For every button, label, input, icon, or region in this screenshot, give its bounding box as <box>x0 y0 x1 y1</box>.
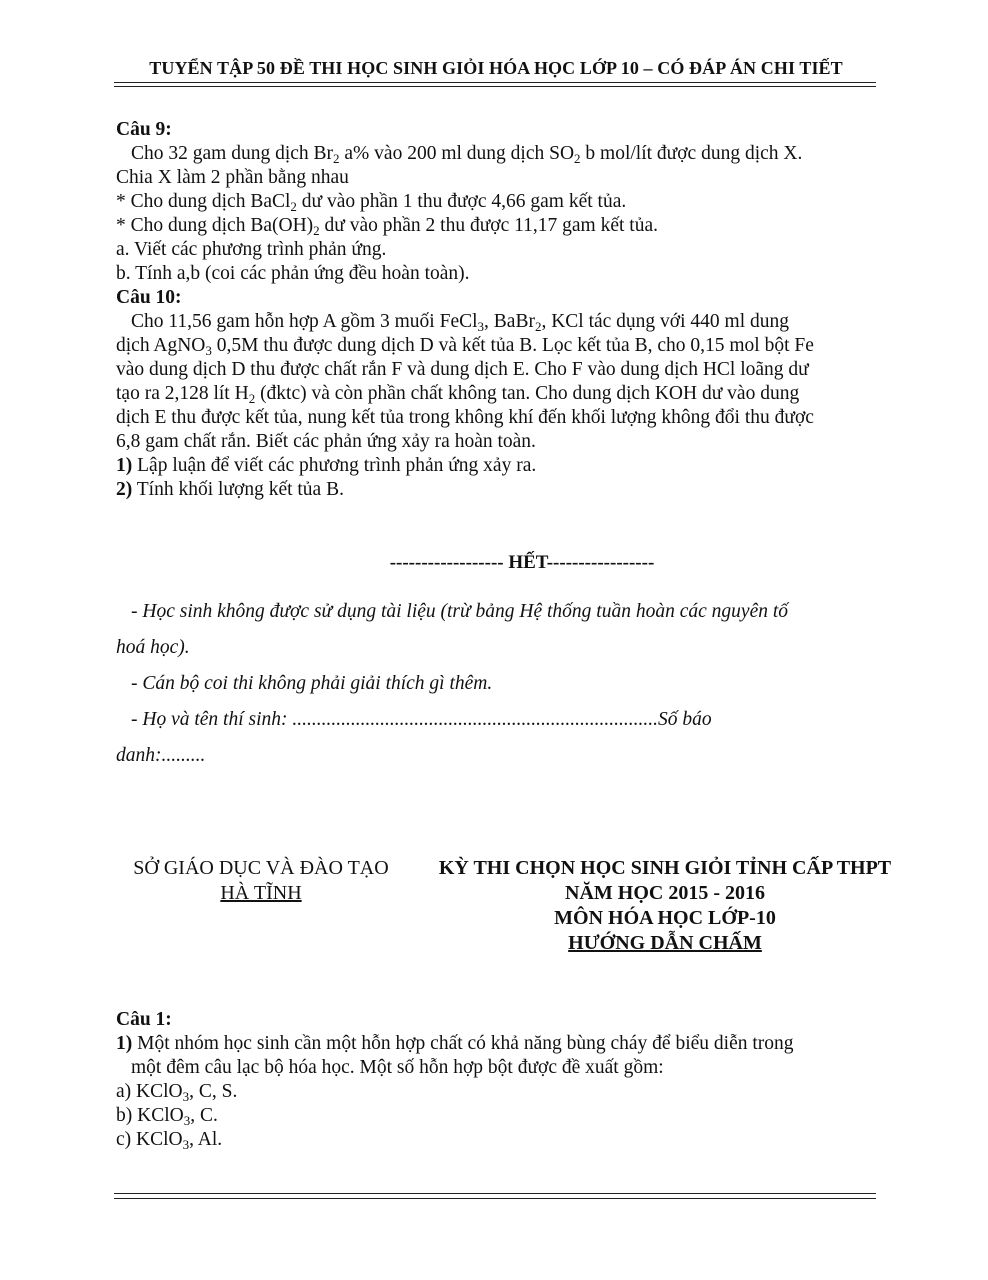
question-10-line: Cho 11,56 gam hỗn hợp A gồm 3 muối FeCl$_3$, BaBr$_2$, KCl tác dụng với 440 ml dung <box>131 311 790 334</box>
exam-title-line: KỲ THI CHỌN HỌC SINH GIỎI TỈNH CẤP THPT <box>438 857 892 879</box>
note-line: hoá học). <box>116 637 190 658</box>
question-1 <box>116 1008 878 1152</box>
exam-subject: MÔN HÓA HỌC LỚP-10 <box>554 907 776 929</box>
running-header: TUYỂN TẬP 50 ĐỀ THI HỌC SINH GIỎI HÓA HỌC LỚP 10 – CÓ ĐÁP ÁN CHI TIẾT <box>149 58 843 78</box>
question-1-line: một đêm câu lạc bộ hóa học. Một số hỗn hợp bột được đề xuất gồm: <box>131 1057 664 1078</box>
option-b: b) KClO$_3$, C. <box>116 1105 218 1128</box>
exam-year: NĂM HỌC 2015 - 2016 <box>565 882 765 904</box>
question-10-line: dịch E thu được kết tủa, nung kết tủa trong không khí đến khối lượng không đổi thu được <box>116 407 814 428</box>
question-9-part-b: b. Tính a,b (coi các phản ứng đều hoàn toàn). <box>116 263 470 284</box>
footer-rule <box>114 1193 876 1194</box>
question-9 <box>116 118 878 286</box>
org-name: SỞ GIÁO DỤC VÀ ĐÀO TẠO <box>133 857 389 879</box>
note-line: danh:......... <box>116 745 206 766</box>
exam-title <box>420 856 910 956</box>
header-rule <box>114 82 876 83</box>
question-1-line: 1) Một nhóm học sinh cần một hỗn hợp chất có khả năng bùng cháy để biểu diễn trong <box>116 1033 794 1054</box>
question-10 <box>116 286 878 502</box>
option-c: c) KClO$_3$, Al. <box>116 1129 223 1152</box>
issuing-organization <box>126 856 396 906</box>
exam-notes <box>116 598 878 778</box>
grading-guide-title: HƯỚNG DẪN CHẤM <box>568 932 762 954</box>
header-rule-thin <box>114 86 876 87</box>
question-10-line: tạo ra 2,128 lít $H_2$ (đktc) và còn phần chất không tan. Cho dung dịch KOH dư vào dung <box>116 383 800 406</box>
question-10-line: vào dung dịch D thu được chất rắn F và dung dịch E. Cho F vào dung dịch HCl loãng dư <box>116 359 809 380</box>
question-9-line: Chia X làm 2 phần bằng nhau <box>116 167 349 188</box>
question-10-heading: Câu 10: <box>116 287 182 308</box>
question-10-line: 6,8 gam chất rắn. Biết các phản ứng xảy ra hoàn toàn. <box>116 431 536 452</box>
end-marker: ------------------ HẾT----------------- <box>389 552 655 573</box>
question-10-line: dịch AgNO$_3$ 0,5M thu được dung dịch D và kết tủa B. Lọc kết tủa B, cho 0,15 mol bột Fe <box>116 335 814 358</box>
question-1-heading: Câu 1: <box>116 1009 172 1030</box>
question-9-part-a: a. Viết các phương trình phản ứng. <box>116 239 387 260</box>
option-a: a) KClO$_3$, C, S. <box>116 1081 238 1104</box>
question-9-line: Cho 32 gam dung dịch $Br_2$ a% vào 200 ml dung dịch $SO_2$ b mol/lít được dung dịch X. <box>131 143 803 166</box>
org-province: HÀ TĨNH <box>220 882 302 904</box>
note-line: - Họ và tên thí sinh: ...........................................................................Số báo <box>131 709 712 730</box>
question-9-heading: Câu 9: <box>116 119 172 140</box>
question-9-line: * Cho dung dịch $Ba(OH)_2$ dư vào phần 2 thu được 11,17 gam kết tủa. <box>116 215 658 238</box>
question-10-part-1: 1) Lập luận để viết các phương trình phản ứng xảy ra. <box>116 455 537 476</box>
question-9-line: * Cho dung dịch BaCl$_2$ dư vào phần 1 thu được 4,66 gam kết tủa. <box>116 191 627 214</box>
note-line: - Học sinh không được sử dụng tài liệu (trừ bảng Hệ thống tuần hoàn các nguyên tố <box>131 601 789 622</box>
note-line: - Cán bộ coi thi không phải giải thích gì thêm. <box>131 673 493 694</box>
question-10-part-2: 2) Tính khối lượng kết tủa B. <box>116 479 344 500</box>
footer-rule-thin <box>114 1198 876 1199</box>
